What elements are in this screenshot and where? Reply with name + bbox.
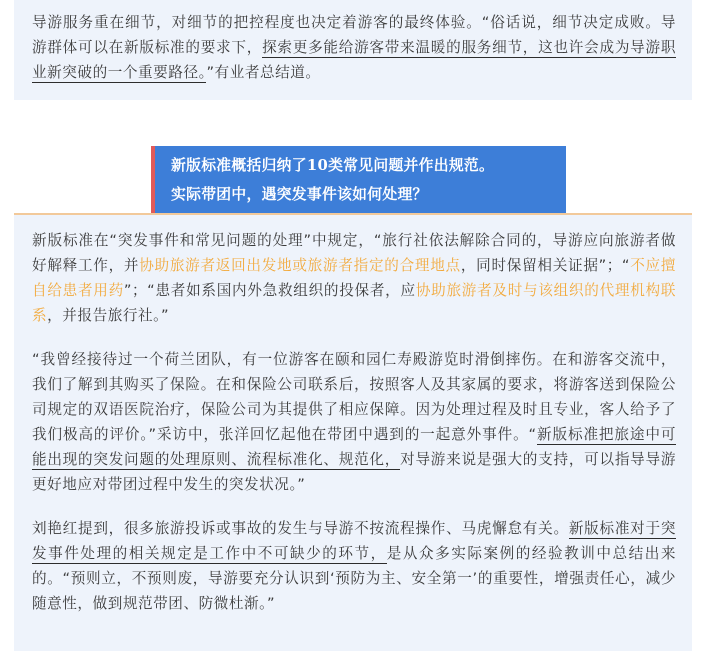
p2-text-1: “我曾经接待过一个荷兰团队，有一位游客在颐和园仁寿殿游览时滑倒摔伤。在和游客交流中，我们了解到其购买了保险。在和保险公司联系后，按照客人及其家属的要求，将游客送到保险公司规定的双语医院治疗，保险公司为其提供了相应保障。因为处理过程及时且专业，客人给予了我们极高的评价。”采访中，张洋回忆起他在带团中遇到的一起意外事件。“ — [32, 351, 676, 443]
top-paragraph-underlined: 探索更多能给游客带来温暖的服务细节，这也许会成为导游职业新突破的一个重要路径。 — [32, 39, 676, 81]
top-paragraph — [32, 10, 676, 85]
p1-text-3: ”；“患者如系国内外急救组织的投保者，应 — [123, 282, 416, 299]
p1-text-2: ，同时保留相关证据”；“ — [460, 257, 631, 274]
p1-text-1: 新版标准在“突发事件和常见问题的处理”中规定，“旅行社依法解除合同的，导游应向旅游者做好解释工作，并 — [32, 232, 676, 274]
banner-accent-bar — [151, 146, 155, 214]
p2-text-2: 对导游来说是强大的支持，可以指导导游更好地应对带团过程中发生的突发状况。” — [32, 451, 676, 493]
top-paragraph-attribution: ”有业者总结道。 — [206, 64, 321, 81]
p1-highlight-1: 协助旅游者返回出发地或旅游者指定的合理地点 — [139, 257, 461, 274]
p2-underlined: 新版标准把旅途中可能出现的突发问题的处理原则、流程标准化、规范化， — [32, 426, 677, 468]
paragraph-2 — [32, 347, 676, 497]
paragraph-1 — [32, 228, 676, 328]
p1-text-4: ，并报告旅行社。” — [47, 307, 170, 324]
section-heading-line-1: 新版标准概括归纳了10类常见问题并作出规范。 — [171, 157, 495, 174]
section-heading-line-2: 实际带团中，遇突发事件该如何处理？ — [171, 186, 428, 203]
top-paragraph-text: 导游服务重在细节，对细节的把控程度也决定着游客的最终体验。“俗话说，细节决定成败。导游群体可以在新版标准的要求下， — [32, 14, 676, 56]
p1-highlight-2: 不应擅自给患者用药 — [32, 257, 676, 299]
top-paragraph-card — [14, 0, 692, 100]
p3-text-1: 刘艳红提到，很多旅游投诉或事故的发生与导游不按流程操作、马虎懈怠有关。 — [32, 520, 569, 537]
section-heading — [151, 146, 566, 214]
paragraph-3 — [32, 516, 676, 616]
p3-text-2: 是从众多实际案例的经验教训中总结出来的。“预则立，不预则废，导游要充分认识到‘预防为主、安全第一’的重要性，增强责任心，减少随意性，做到规范带团、防微杜渐。” — [32, 545, 676, 612]
main-content-card — [14, 215, 692, 651]
p3-underlined: 新版标准对于突发事件处理的相关规定是工作中不可缺少的环节， — [32, 520, 676, 562]
section-heading-banner — [14, 146, 692, 215]
p1-highlight-3: 协助旅游者及时与该组织的代理机构联系 — [32, 282, 677, 324]
